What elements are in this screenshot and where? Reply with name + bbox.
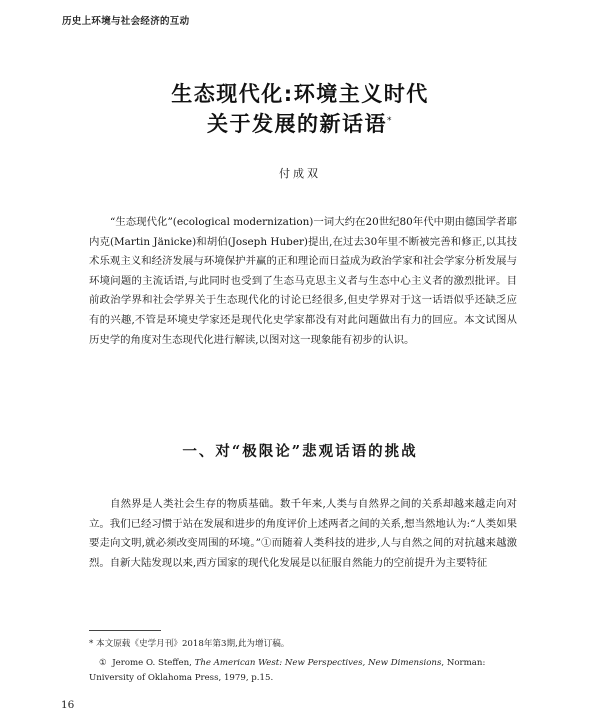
running-header: 历史上环境与社会经济的互动 bbox=[62, 16, 190, 27]
article-title-line-1: 生态现代化:环境主义时代 bbox=[171, 82, 429, 106]
footnote-2-title: The American West: New Perspectives, New Dimensions bbox=[194, 658, 442, 668]
section-heading: 一、对“极限论”悲观话语的挑战 bbox=[182, 443, 418, 460]
footnote-2-publication: , Norman: University of Oklahoma Press, 1979, p.15. bbox=[89, 658, 486, 683]
author-name: 付成双 bbox=[279, 167, 321, 180]
footnote-2-mark: ① bbox=[99, 658, 107, 668]
body-paragraph-2: 自然界是人类社会生存的物质基础。数千年来,人类与自然界之间的关系却越来越走向对立。我们已经习惯于站在发展和进步的角度评价上述两者之间的关系,想当然地认为:“人类如果要走向文明,就必须改变周围的环境。”①而随着人类科技的进步,人与自然之间的对抗越来越激烈。自新大陆发现以来,西方国家的现代化发展是以征服自然能力的空前提升为主要特征 bbox=[89, 498, 517, 569]
body-paragraph-1: “生态现代化”(ecological modernization)一词大约在20世纪80年代中期由德国学者耶内克(Martin Jänicke)和胡伯(Joseph Huber)提出,在过去30年里不断被完善和修正,以其技术乐观主义和经济发展与环境保护并赢的正和理论而日益成为政治学家和社会学家分析发展与环境问题的主流话语,与此同时也受到了生态马克思主义者与生态中心主义者的激烈批评。目前政治学界和社会学界关于生态现代化的讨论已经很多,但史学界对于这一话语似乎还缺乏应有的兴趣,不管是环境史学家还是现代化史学家都没有对此问题做出有力的回应。本文试图从历史学的角度对生态现代化进行解读,以图对这一现象能有初步的认识。 bbox=[89, 216, 517, 346]
article-title-line-2 bbox=[0, 108, 600, 138]
footnote-2 bbox=[89, 656, 529, 686]
article-title-line-2-text: 关于发展的新话语 bbox=[207, 112, 387, 136]
page-number: 16 bbox=[61, 699, 75, 711]
title-footnote-mark: * bbox=[387, 116, 393, 126]
footnote-1: * 本文原载《史学月刊》2018年第3期,此为增订稿。 bbox=[89, 639, 290, 649]
footnote-divider bbox=[89, 630, 161, 631]
footnote-2-author: Jerome O. Steffen, bbox=[112, 658, 192, 668]
